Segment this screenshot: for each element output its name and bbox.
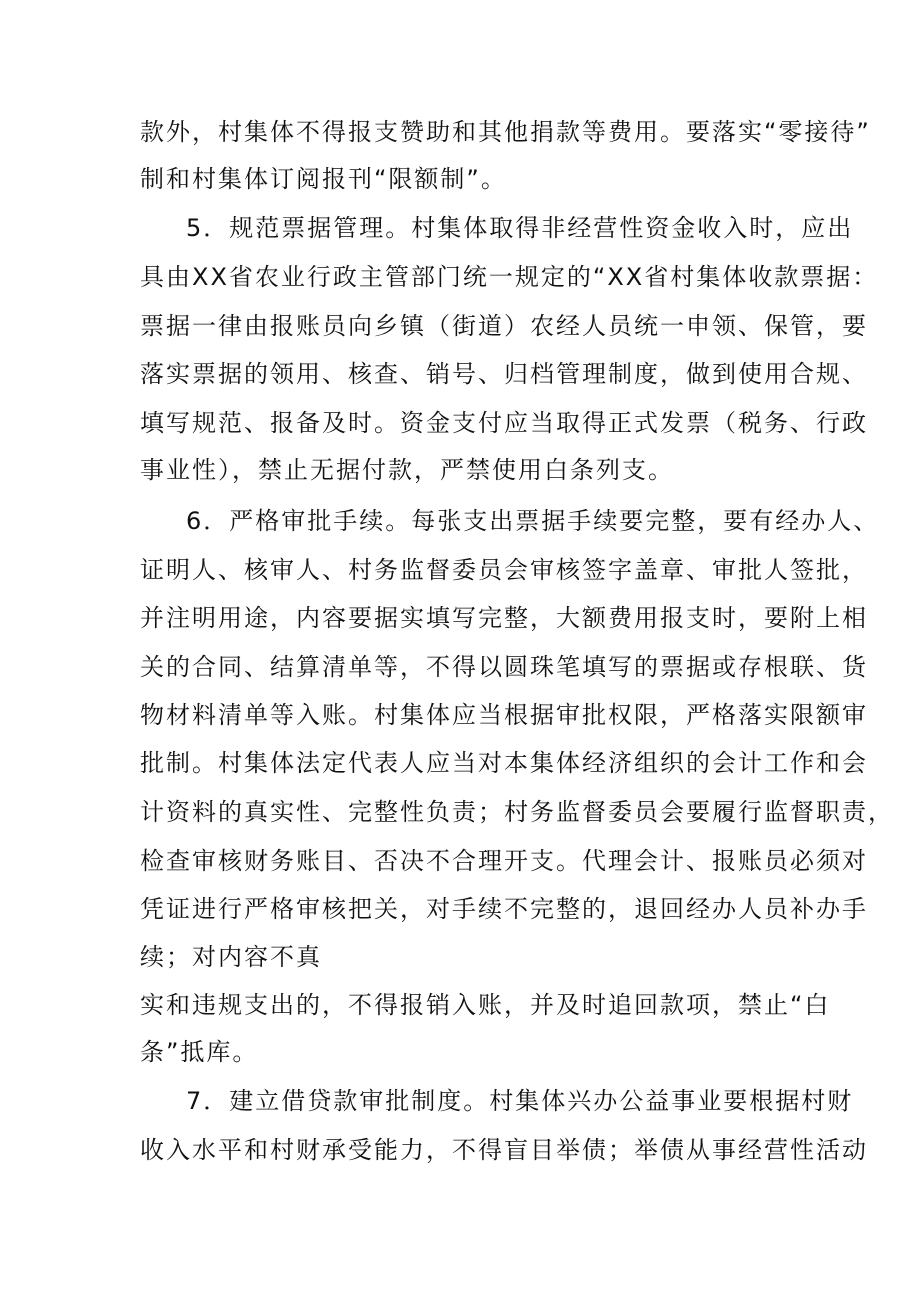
paragraph-6-heading: 6．严格审批手续。每张支出票据手续要完整，要有经办人、 xyxy=(186,507,880,535)
text-line: 款外，村集体不得报支赞助和其他捐款等费用。要落实“零接待” xyxy=(140,118,871,146)
paragraph-5-heading: 5．规范票据管理。村集体取得非经营性资金收入时，应出 xyxy=(186,214,854,242)
text-line: 落实票据的领用、核查、销号、归档管理制度，做到使用合规、 xyxy=(140,360,868,388)
text-line: 批制。村集体法定代表人应当对本集体经济组织的会计工作和会 xyxy=(140,749,868,777)
text-line: 条”抵库。 xyxy=(140,1038,259,1066)
text-line: 具由XX省农业行政主管部门统一规定的“XX省村集体收款票据： xyxy=(140,263,879,291)
text-line: 制和村集体订阅报刊“限额制”。 xyxy=(140,165,507,193)
text-line: 续；对内容不真 xyxy=(140,943,322,971)
text-line: 关的合同、结算清单等，不得以圆珠笔填写的票据或存根联、货 xyxy=(140,653,868,681)
text-line: 票据一律由报账员向乡镇（街道）农经人员统一申领、保管，要 xyxy=(140,312,868,340)
text-line: 实和违规支出的，不得报销入账，并及时追回款项，禁止“白 xyxy=(140,991,831,1019)
text-line: 物材料清单等入账。村集体应当根据审批权限，严格落实限额审 xyxy=(140,701,868,729)
text-line: 计资料的真实性、完整性负责；村务监督委员会要履行监督职责， xyxy=(140,798,894,826)
text-line: 事业性），禁止无据付款，严禁使用白条列支。 xyxy=(140,456,674,484)
paragraph-7-heading: 7．建立借贷款审批制度。村集体兴办公益事业要根据村财 xyxy=(186,1087,854,1115)
text-line: 检查审核财务账目、否决不合理开支。代理会计、报账员必须对 xyxy=(140,847,868,875)
text-line: 并注明用途，内容要据实填写完整，大额费用报支时，要附上相 xyxy=(140,604,868,632)
text-line: 填写规范、报备及时。资金支付应当取得正式发票（税务、行政 xyxy=(140,409,868,437)
text-line: 收入水平和村财承受能力，不得盲目举债；举债从事经营性活动 xyxy=(140,1136,868,1164)
text-line: 证明人、核审人、村务监督委员会审核签字盖章、审批人签批， xyxy=(140,556,868,584)
text-line: 凭证进行严格审核把关，对手续不完整的，退回经办人员补办手 xyxy=(140,895,868,923)
